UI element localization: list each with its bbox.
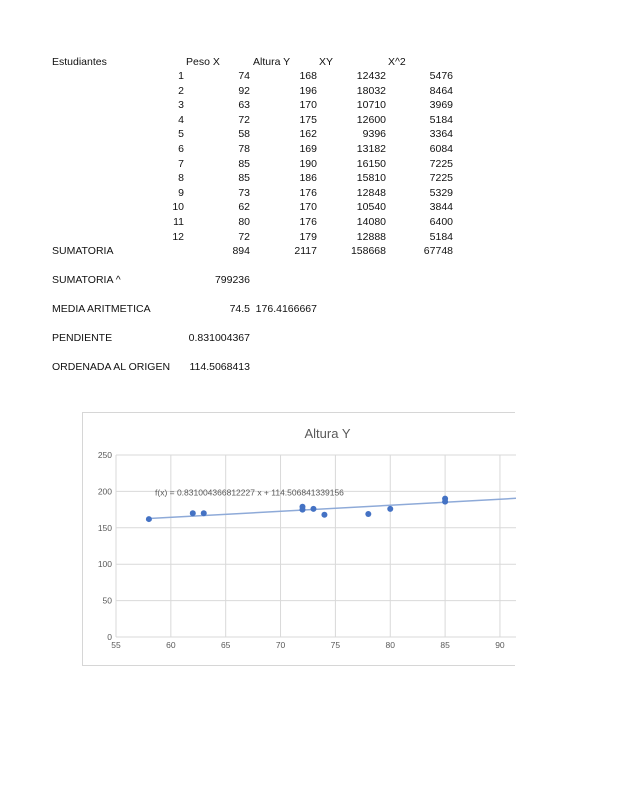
cell-x: 85 [238, 157, 250, 170]
cell-y: 168 [299, 70, 317, 82]
x-tick-label: 65 [220, 640, 231, 650]
data-point [321, 512, 327, 518]
x-tick-label: 55 [111, 640, 121, 650]
cell-x: 74 [238, 70, 250, 82]
cell-x2: 8464 [429, 84, 453, 97]
cell-n: 9 [178, 186, 184, 199]
cell-xy: 12848 [356, 186, 386, 199]
cell-xy: 10710 [356, 99, 386, 112]
cell-x: 62 [238, 201, 250, 214]
cell-x2: 3844 [429, 201, 453, 214]
cell-y: 170 [299, 201, 317, 214]
cell-n: 3 [178, 99, 184, 112]
cell-x2: 3969 [429, 99, 453, 112]
x-tick-label: 85 [440, 640, 450, 650]
slope-value: 0.831004367 [188, 332, 250, 344]
cell-y: 162 [299, 128, 317, 141]
cell-x2: 5184 [429, 113, 453, 126]
sum-y: 2117 [294, 245, 317, 257]
cell-x: 85 [238, 172, 250, 185]
cell-y: 176 [299, 216, 317, 228]
scatter-chart[interactable] [82, 412, 515, 666]
sum-label: SUMATORIA [52, 245, 114, 257]
cell-n: 10 [172, 201, 184, 214]
cell-x: 78 [238, 143, 250, 155]
chart-canvas [83, 413, 516, 667]
cell-n: 4 [178, 113, 184, 126]
data-point [310, 506, 316, 512]
chart-title: Altura Y [304, 426, 351, 441]
cell-x2: 5329 [429, 186, 453, 199]
cell-x2: 3364 [429, 128, 453, 141]
cell-y: 190 [299, 157, 317, 170]
y-tick-label: 50 [102, 595, 112, 606]
cell-x2: 7225 [429, 172, 453, 185]
cell-y: 179 [299, 230, 317, 243]
cell-xy: 13182 [356, 143, 386, 155]
cell-y: 170 [299, 99, 317, 112]
mean-y: 176.4166667 [255, 303, 317, 315]
cell-y: 175 [299, 113, 317, 126]
header-y: Altura Y [253, 56, 291, 68]
cell-xy: 9396 [362, 128, 386, 141]
cell-x: 73 [238, 186, 250, 199]
sum-sq-label: SUMATORIA ^ [52, 274, 121, 286]
cell-n: 1 [178, 70, 184, 82]
data-point [146, 516, 152, 522]
intercept-label: ORDENADA AL ORIGEN [52, 361, 171, 373]
trendline-equation: f(x) = 0.831004366812227 x + 114.506841339156 [155, 487, 344, 498]
cell-n: 2 [178, 84, 184, 97]
header-students: Estudiantes [52, 56, 107, 68]
cell-xy: 12888 [356, 230, 386, 243]
x-tick-label: 70 [275, 640, 286, 650]
cell-y: 169 [299, 143, 317, 155]
data-point [190, 510, 196, 516]
cell-xy: 18032 [356, 84, 386, 97]
cell-x: 72 [238, 113, 250, 126]
y-tick-label: 250 [97, 450, 112, 460]
cell-x: 80 [238, 216, 250, 228]
x-tick-label: 90 [495, 640, 505, 650]
cell-x: 63 [238, 99, 250, 112]
cell-x2: 5184 [429, 230, 453, 243]
cell-x2: 5476 [429, 70, 453, 82]
data-point [387, 506, 393, 512]
sum-x2: 67748 [423, 245, 453, 257]
header-x: Peso X [186, 56, 220, 68]
cell-n: 11 [173, 216, 184, 228]
data-point [365, 511, 371, 517]
cell-y: 186 [299, 172, 317, 185]
cell-x: 58 [238, 128, 250, 141]
cell-xy: 16150 [356, 157, 386, 170]
slope-label: PENDIENTE [52, 332, 113, 344]
sum-xy: 158668 [350, 245, 386, 257]
cell-x2: 7225 [429, 157, 453, 170]
sum-x: 894 [232, 245, 250, 257]
cell-n: 7 [178, 157, 184, 170]
y-tick-label: 0 [107, 632, 112, 642]
cell-n: 6 [178, 143, 184, 155]
cell-n: 5 [178, 128, 184, 141]
cell-xy: 14080 [356, 216, 386, 228]
cell-x2: 6084 [429, 143, 453, 155]
cell-xy: 12600 [356, 113, 386, 126]
header-x2: X^2 [388, 56, 406, 68]
x-tick-label: 80 [385, 640, 395, 650]
data-point [442, 499, 448, 505]
cell-xy: 15810 [356, 172, 386, 185]
cell-n: 8 [178, 172, 184, 185]
y-tick-label: 100 [97, 559, 112, 570]
y-tick-label: 150 [97, 522, 112, 533]
x-tick-label: 60 [166, 640, 176, 650]
cell-x: 92 [238, 84, 250, 97]
mean-label: MEDIA ARITMETICA [52, 303, 151, 315]
intercept-value: 114.5068413 [189, 361, 250, 373]
data-point [201, 510, 207, 516]
mean-x: 74.5 [229, 303, 250, 315]
cell-xy: 10540 [356, 201, 386, 214]
cell-xy: 12432 [356, 70, 386, 82]
cell-x: 72 [238, 230, 250, 243]
data-point [299, 504, 305, 510]
y-tick-label: 200 [97, 486, 112, 497]
cell-x2: 6400 [429, 216, 453, 228]
cell-y: 196 [299, 84, 317, 97]
sum-sq-value: 799236 [214, 274, 250, 286]
cell-y: 176 [299, 186, 317, 199]
x-tick-label: 75 [330, 640, 341, 650]
cell-n: 12 [172, 230, 184, 243]
header-xy: XY [319, 56, 334, 68]
